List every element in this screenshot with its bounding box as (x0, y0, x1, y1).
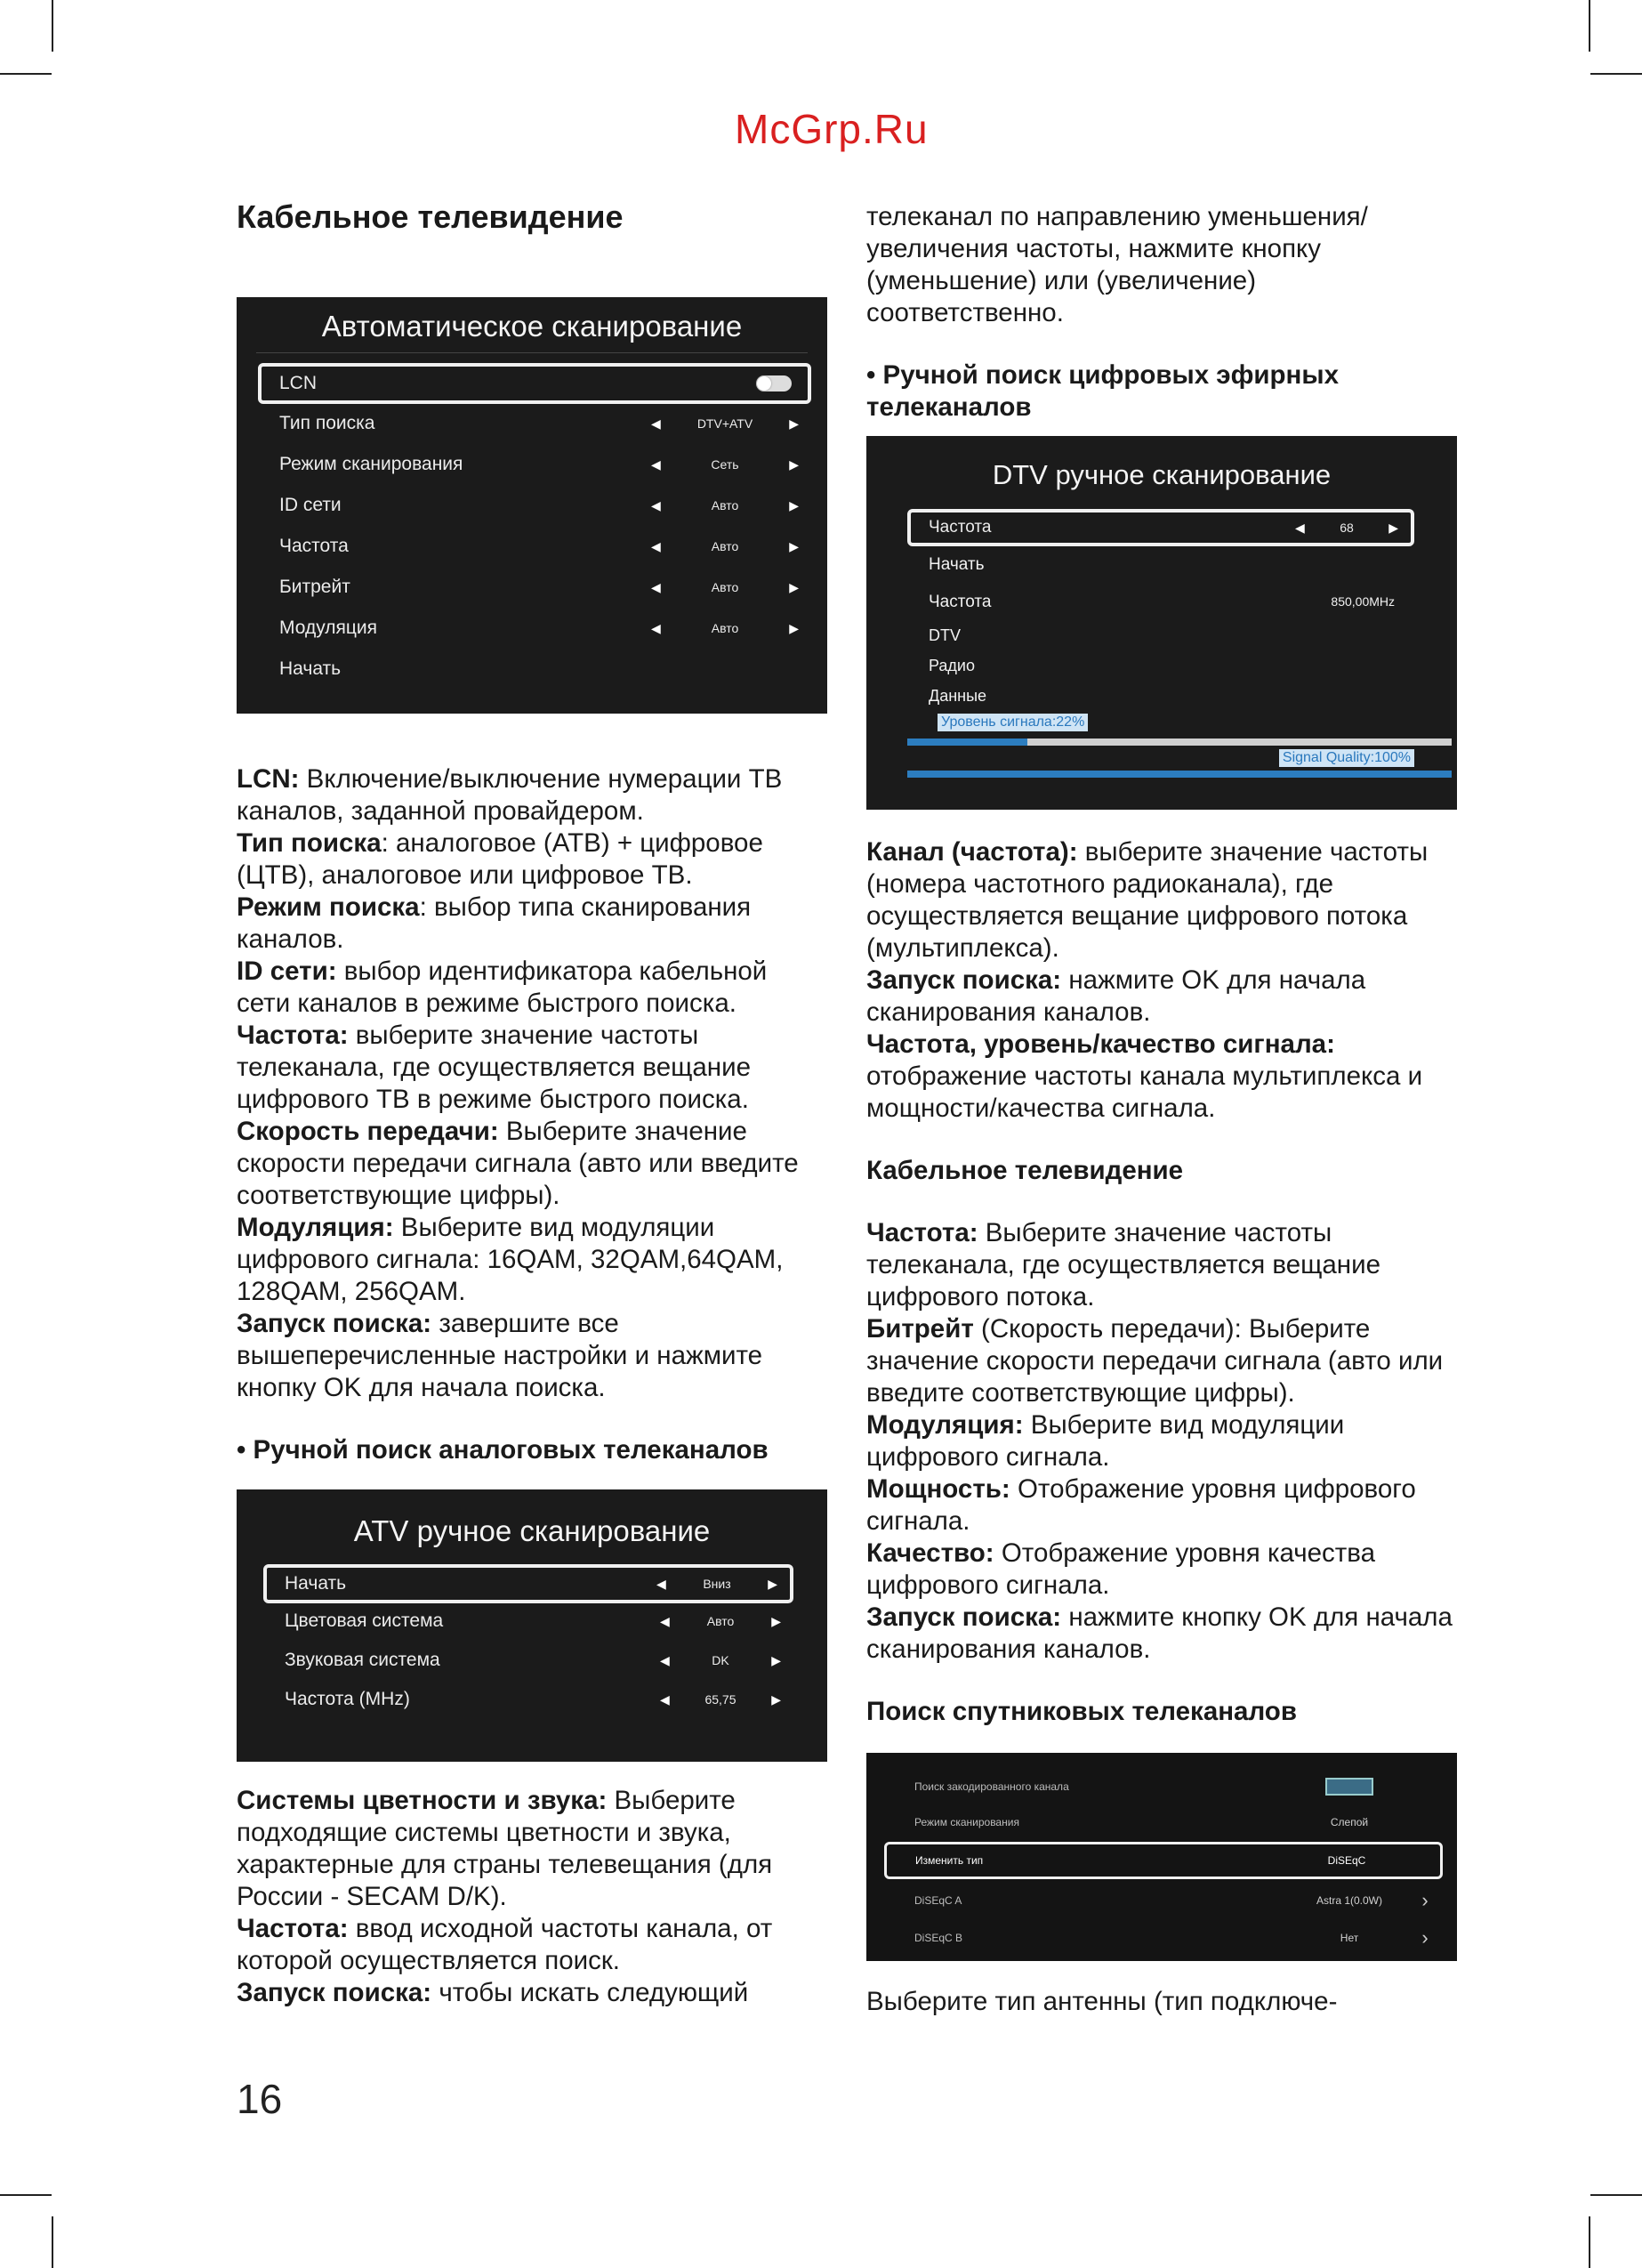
definition-text: нажмите кнопку OK для начала сканирования каналов. (866, 1602, 1453, 1664)
setting-value: Авто (711, 539, 739, 553)
crop-mark (0, 73, 52, 75)
definition-text: Выберите значение скорости передачи сигнала (авто или введите соответствующие цифры). (237, 1117, 799, 1210)
definition-text: Выберите вид модуляции цифрового сигнала. (866, 1410, 1345, 1472)
satellite-screen (866, 1753, 1457, 1961)
definition-term: Запуск поиска: (866, 1602, 1062, 1632)
definition-term: Мощность: (866, 1474, 1010, 1504)
arrow-left-icon[interactable]: ◀ (660, 1691, 670, 1707)
definition (866, 1538, 1457, 1602)
definition (237, 956, 827, 1020)
watermark: McGrp.Ru (735, 106, 929, 152)
setting-row[interactable] (263, 1603, 793, 1639)
setting-row[interactable] (263, 1642, 793, 1678)
arrow-right-icon[interactable]: ▶ (771, 1691, 781, 1707)
definition (237, 1913, 827, 1977)
arrow-left-icon[interactable]: ◀ (651, 456, 661, 472)
setting-row[interactable] (258, 447, 811, 482)
definition-term: Скорость передачи: (237, 1117, 499, 1146)
atv-heading: • Ручной поиск аналоговых телеканалов (237, 1435, 769, 1465)
definition (866, 1409, 1457, 1473)
arrow-right-icon[interactable]: ▶ (789, 497, 799, 513)
setting-row[interactable] (258, 406, 811, 441)
definition (237, 1020, 827, 1116)
arrow-right-icon[interactable]: ▶ (771, 1652, 781, 1667)
screen-title: DTV ручное сканирование (992, 459, 1332, 490)
arrow-left-icon[interactable]: ◀ (1295, 520, 1305, 535)
setting-value: Авто (711, 580, 739, 594)
last-line: Выберите тип антенны (тип подключе- (866, 1987, 1338, 2016)
definition-term: Частота: (237, 1021, 349, 1050)
setting-value: 65,75 (704, 1692, 736, 1707)
definition (866, 1217, 1457, 1313)
sat-row[interactable] (884, 1769, 1443, 1804)
definition-term: Запуск поиска: (866, 965, 1062, 995)
setting-label: Частота (279, 536, 349, 556)
arrow-left-icon[interactable]: ◀ (651, 538, 661, 553)
section-title: Кабельное телевидение (237, 198, 624, 235)
freq-label: Частота (929, 593, 992, 611)
definition-term: Запуск поиска: (237, 1978, 432, 2007)
signal-quality-bar (907, 771, 1452, 778)
sat-row[interactable] (884, 1883, 1443, 1918)
setting-value: Вниз (703, 1577, 731, 1591)
dtv-scan-screen (866, 436, 1457, 810)
setting-label: Режим сканирования (279, 454, 463, 474)
arrow-left-icon[interactable]: ◀ (651, 620, 661, 635)
setting-value: DiSEqC (1327, 1854, 1366, 1867)
arrow-right-icon[interactable]: ▶ (789, 538, 799, 553)
arrow-right-icon[interactable]: ▶ (1388, 520, 1398, 535)
setting-label: ID сети (279, 495, 342, 515)
definition-text: Отображение уровня цифрового сигнала. (866, 1474, 1416, 1536)
definition-text: чтобы искать следующий (431, 1978, 749, 2007)
definition-term: Модуляция: (237, 1213, 394, 1242)
freq-value: 850,00MHz (1331, 594, 1395, 609)
definition (866, 1029, 1457, 1125)
chevron-right-icon[interactable]: › (1421, 1926, 1429, 1949)
dtv-heading: • Ручной поиск цифровых эфирных телеканалов (866, 360, 1339, 422)
setting-label: Режим сканирования (914, 1816, 1019, 1828)
setting-label: Поиск закодированного канала (914, 1780, 1069, 1793)
radio-label: Радио (929, 657, 975, 674)
arrow-right-icon[interactable]: ▶ (789, 579, 799, 594)
arrow-left-icon[interactable]: ◀ (651, 497, 661, 513)
right-column (866, 201, 1457, 2018)
setting-row[interactable] (258, 610, 811, 646)
definition-term: Модуляция: (866, 1410, 1024, 1440)
setting-value: Авто (711, 498, 739, 513)
atv-row-start[interactable] (263, 1564, 793, 1603)
arrow-right-icon[interactable]: ▶ (789, 620, 799, 635)
definition-term: Тип поиска (237, 828, 382, 858)
setting-row[interactable] (258, 529, 811, 564)
setting-value: Сеть (711, 457, 739, 472)
definition (237, 1977, 827, 2009)
definition (866, 1473, 1457, 1538)
definition-text: завершите все вышеперечисленные настройки и нажмите кнопку OK для начала поиска. (237, 1309, 763, 1402)
left-column (237, 198, 827, 2009)
definition-text: отображение частоты канала мультиплекса и мощности/качества сигнала. (866, 1061, 1423, 1123)
signal-level-bar (907, 739, 1027, 746)
setting-value: Авто (711, 621, 739, 635)
screen-title: Автоматическое сканирование (321, 310, 743, 343)
arrow-left-icon[interactable]: ◀ (660, 1652, 670, 1667)
definition-term: Качество: (866, 1538, 994, 1568)
definition-term: Частота, уровень/качество сигнала: (866, 1029, 1335, 1059)
setting-label: Частота (929, 518, 992, 537)
definition-term: Битрейт (866, 1314, 974, 1344)
setting-value: Авто (706, 1614, 735, 1628)
lcn-label: LCN (279, 373, 318, 393)
definition (866, 1602, 1457, 1666)
arrow-right-icon[interactable]: ▶ (789, 416, 799, 431)
definition-text: Выберите вид модуляции цифрового сигнала: 16QAM, 32QAM,64QAM, 128QAM, 256QAM. (237, 1213, 784, 1306)
setting-label: Звуковая система (285, 1650, 440, 1670)
setting-value (1292, 1778, 1407, 1796)
setting-label: Начать (285, 1573, 347, 1594)
start-row[interactable] (258, 651, 811, 687)
arrow-left-icon[interactable]: ◀ (651, 579, 661, 594)
setting-label: Модуляция (279, 617, 377, 638)
definition-term: Режим поиска (237, 892, 420, 922)
setting-label: Тип поиска (279, 413, 375, 433)
start-label[interactable]: Начать (929, 555, 985, 574)
definition-text: выберите значение частоты (номера частотного радиоканала), где осуществляется вещание цифрового потока (мультиплекса). (866, 837, 1429, 963)
crop-mark (0, 2194, 52, 2196)
channel-row[interactable] (907, 509, 1414, 546)
definition-text: (Скорость передачи): Выберите значение скорости передачи сигнала (авто или введите соответствующие цифры). (866, 1314, 1444, 1408)
continuation-text: телеканал по направлению уменьшения/увеличения частоты, нажмите кнопку (уменьшение) или (увеличение) соответственно. (866, 202, 1368, 327)
setting-label: Изменить тип (915, 1854, 984, 1867)
definition (866, 965, 1457, 1029)
definition-text: Выберите подходящие системы цветности и звука, характерные для страны телевещания (для России - SECAM D/K). (237, 1786, 773, 1911)
definition-term: LCN: (237, 764, 300, 794)
arrow-right-icon[interactable]: ▶ (771, 1613, 781, 1628)
definition-text: ввод исходной частоты канала, от которой осуществляется поиск. (237, 1914, 773, 1975)
definition-text: Выберите значение частоты телеканала, где осуществляется вещание цифрового потока. (866, 1218, 1380, 1312)
lcn-toggle[interactable] (756, 375, 792, 391)
sat-row[interactable] (884, 1804, 1443, 1840)
cable-heading: Кабельное телевидение (866, 1156, 1184, 1185)
definition-text: : выбор типа сканирования каналов. (237, 892, 752, 954)
definition (866, 1313, 1457, 1409)
screen-title: ATV ручное сканирование (353, 1514, 711, 1547)
definition-term: ID сети: (237, 956, 337, 986)
page-number: 16 (237, 2076, 283, 2122)
arrow-left-icon[interactable]: ◀ (656, 1576, 666, 1591)
definition-text: нажмите OK для начала сканирования каналов. (866, 965, 1366, 1027)
start-label: Начать (279, 658, 342, 679)
definition (237, 1116, 827, 1212)
setting-label: Битрейт (279, 577, 350, 597)
setting-value: Нет (1340, 1932, 1359, 1944)
definition-term: Частота: (237, 1914, 349, 1943)
setting-row[interactable] (258, 488, 811, 523)
setting-row[interactable] (263, 1682, 793, 1717)
setting-row[interactable] (258, 569, 811, 605)
setting-value: Astra 1(0.0W) (1316, 1894, 1382, 1907)
setting-value: 68 (1340, 521, 1354, 535)
setting-label: DiSEqC B (914, 1932, 963, 1944)
data-label: Данные (929, 687, 987, 705)
setting-label: Цветовая система (285, 1610, 444, 1631)
definition-term: Частота: (866, 1218, 978, 1247)
setting-value: Слепой (1330, 1816, 1369, 1828)
definition (237, 827, 827, 892)
crop-mark (52, 2216, 53, 2268)
setting-value: DTV+ATV (696, 416, 753, 431)
definition (237, 1212, 827, 1308)
setting-label: DiSEqC A (914, 1894, 962, 1907)
arrow-right-icon[interactable]: ▶ (789, 456, 799, 472)
auto-scan-screen (237, 297, 827, 714)
satellite-heading: Поиск спутниковых телеканалов (866, 1697, 1297, 1726)
definition-text: выберите значение частоты телеканала, где осуществляется вещание цифрового ТВ в режиме быстрого поиска. (237, 1021, 751, 1114)
signal-level-label: Уровень сигнала:22% (938, 714, 1088, 731)
arrow-left-icon[interactable]: ◀ (651, 416, 661, 431)
definition (237, 892, 827, 956)
crop-mark (1590, 2194, 1642, 2196)
definition-term: Запуск поиска: (237, 1309, 432, 1338)
crop-mark (52, 0, 53, 52)
crop-mark (1589, 0, 1590, 52)
signal-quality-label: Signal Quality:100% (1279, 749, 1414, 767)
definition-text: : аналоговое (АТВ) + цифровое (ЦТВ), аналоговое или цифровое ТВ. (237, 828, 763, 890)
definition (237, 763, 827, 827)
crop-mark (1590, 73, 1642, 75)
sat-row[interactable] (884, 1920, 1443, 1956)
definition-text: выбор идентификатора кабельной сети каналов в режиме быстрого поиска. (237, 956, 768, 1018)
definition (866, 836, 1457, 965)
setting-value: DK (712, 1653, 729, 1667)
arrow-right-icon[interactable]: ▶ (768, 1576, 777, 1591)
definition-text: Отображение уровня качества цифрового сигнала. (866, 1538, 1376, 1600)
arrow-left-icon[interactable]: ◀ (660, 1613, 670, 1628)
definition-term: Системы цветности и звука: (237, 1786, 608, 1815)
definition-term: Канал (частота): (866, 837, 1078, 867)
chevron-right-icon[interactable]: › (1421, 1889, 1429, 1911)
atv-scan-screen (237, 1489, 827, 1762)
definition (237, 1785, 827, 1913)
setting-label: Частота (MHz) (285, 1689, 410, 1709)
lcn-row[interactable] (258, 363, 811, 404)
dtv-label: DTV (929, 626, 961, 644)
sat-row-selected[interactable] (884, 1842, 1443, 1879)
definition-text: Включение/выключение нумерации ТВ каналов, заданной провайдером. (237, 764, 783, 826)
crop-mark (1589, 2216, 1590, 2268)
definition (237, 1308, 827, 1404)
